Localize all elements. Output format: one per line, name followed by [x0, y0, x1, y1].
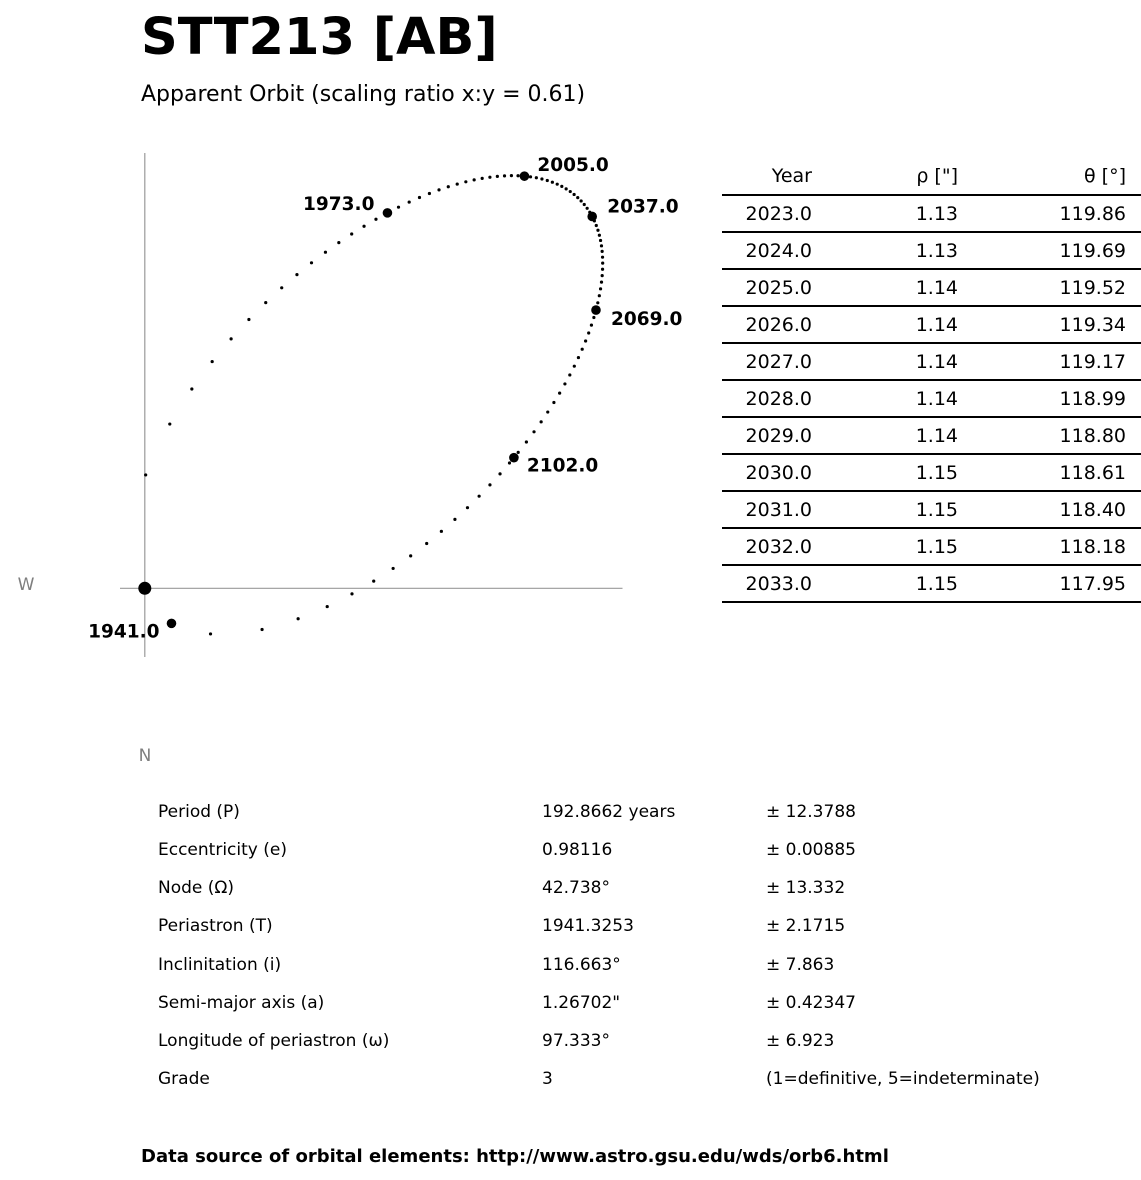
- orbit-dot: [488, 483, 491, 486]
- orbit-dot: [488, 176, 491, 179]
- table-row: [722, 195, 1141, 232]
- orbit-dot: [600, 244, 603, 247]
- orbit-dot: [326, 605, 329, 608]
- table-cell: 2024.0: [722, 232, 812, 269]
- element-value: 116.663°: [542, 954, 621, 975]
- orbit-dot: [508, 461, 511, 464]
- orbit-dot: [573, 365, 576, 368]
- orbit-dot: [580, 199, 583, 202]
- orbit-dot: [596, 301, 599, 304]
- element-value: 0.98116: [542, 840, 613, 861]
- element-label: Periastron (T): [158, 916, 273, 937]
- table-cell: 1.13: [812, 232, 958, 269]
- orbit-dot: [392, 567, 395, 570]
- epoch-label: 1973.0: [303, 193, 375, 215]
- orbit-dot: [350, 232, 353, 235]
- orbit-dot: [517, 451, 520, 454]
- orbit-dot: [563, 382, 566, 385]
- orbit-dot: [362, 225, 365, 228]
- orbit-dot: [447, 185, 450, 188]
- table-body: [722, 195, 1141, 602]
- element-value: 97.333°: [542, 1030, 610, 1051]
- column-header-theta: θ [°]: [958, 157, 1141, 195]
- orbit-dot: [464, 180, 467, 183]
- orbit-dot: [601, 268, 604, 271]
- orbit-dot: [598, 294, 601, 297]
- orbit-dot: [466, 506, 469, 509]
- orbit-dot: [586, 207, 589, 210]
- table-cell: 2028.0: [722, 380, 812, 417]
- element-value: 3: [542, 1068, 553, 1089]
- orbit-dot: [230, 337, 233, 340]
- orbit-dot: [592, 316, 595, 319]
- orbit-dot: [437, 188, 440, 191]
- element-label: Semi-major axis (a): [158, 992, 325, 1013]
- orbit-dot: [577, 356, 580, 359]
- west-axis-label: W: [17, 575, 35, 595]
- orbit-dot: [601, 250, 604, 253]
- element-label: Inclinitation (i): [158, 954, 282, 975]
- table-cell: 2029.0: [722, 417, 812, 454]
- epoch-label: 2069.0: [610, 309, 683, 331]
- epoch-dot: [587, 212, 597, 222]
- table-row: [722, 269, 1141, 306]
- orbit-dot: [565, 187, 568, 190]
- orbit-dot: [168, 422, 171, 425]
- orbit-dot: [558, 392, 561, 395]
- table-row: [722, 491, 1141, 528]
- table-cell: 1.15: [812, 528, 958, 565]
- orbit-dot: [209, 632, 212, 635]
- element-label: Eccentricity (e): [158, 840, 287, 861]
- orbit-dot: [546, 179, 549, 182]
- orbit-dot: [260, 628, 263, 631]
- orbit-dot: [576, 196, 579, 199]
- orbit-dot: [598, 234, 601, 237]
- table-cell: 118.40: [958, 491, 1141, 528]
- table-cell: 2032.0: [722, 528, 812, 565]
- element-value: 1.26702": [542, 992, 621, 1013]
- ephemeris-table: [722, 157, 1141, 603]
- orbit-dot: [590, 324, 593, 327]
- primary-star-dot: [138, 582, 151, 595]
- orbit-dot: [211, 360, 214, 363]
- element-value: 1941.3253: [542, 916, 634, 937]
- orbit-dot: [247, 318, 250, 321]
- table-cell: 1.14: [812, 380, 958, 417]
- orbit-dot: [529, 175, 532, 178]
- orbit-dot: [599, 287, 602, 290]
- orbit-dot: [397, 206, 400, 209]
- table-row: [722, 528, 1141, 565]
- orbit-dot: [584, 339, 587, 342]
- orbit-dot: [601, 256, 604, 259]
- table-cell: 118.99: [958, 380, 1141, 417]
- orbit-dot: [409, 554, 412, 557]
- orbit-dot: [569, 190, 572, 193]
- orbit-dot: [295, 273, 298, 276]
- table-header: [722, 157, 1141, 195]
- table-row: [722, 417, 1141, 454]
- table-cell: 1.14: [812, 306, 958, 343]
- epoch-label: 2037.0: [607, 196, 679, 218]
- column-header-year: Year: [722, 157, 812, 195]
- element-value: 192.8662 years: [542, 802, 676, 822]
- table-row: [722, 454, 1141, 491]
- table-cell: 1.13: [812, 195, 958, 232]
- orbit-dot: [510, 174, 513, 177]
- orbit-dot: [428, 192, 431, 195]
- orbit-dot: [560, 185, 563, 188]
- element-error: ± 0.42347: [766, 992, 856, 1013]
- orbit-dot: [418, 196, 421, 199]
- orbit-dot: [595, 224, 598, 227]
- table-cell: 2025.0: [722, 269, 812, 306]
- page-title: STT213 [AB]: [141, 8, 498, 67]
- orbit-dot: [573, 193, 576, 196]
- table-cell: 1.15: [812, 565, 958, 602]
- epoch-label: 2102.0: [526, 455, 599, 477]
- orbit-dot: [546, 410, 549, 413]
- element-error: ± 6.923: [766, 1030, 835, 1051]
- orbit-dot: [516, 174, 519, 177]
- epoch-label: 1941.0: [88, 621, 160, 643]
- orbit-dot: [374, 218, 377, 221]
- table-cell: 119.52: [958, 269, 1141, 306]
- element-label: Period (P): [158, 802, 240, 822]
- table-cell: 2026.0: [722, 306, 812, 343]
- orbit-dot: [540, 177, 543, 180]
- column-header-rho: ρ ["]: [812, 157, 958, 195]
- epoch-dot: [167, 619, 177, 629]
- table-row: [722, 343, 1141, 380]
- table-cell: 119.34: [958, 306, 1141, 343]
- element-label: Longitude of periastron (ω): [158, 1030, 390, 1051]
- orbit-dot: [310, 261, 313, 264]
- element-value: 42.738°: [542, 878, 610, 899]
- table-cell: 2027.0: [722, 343, 812, 380]
- orbit-dot: [440, 530, 443, 533]
- orbit-dot: [601, 262, 604, 265]
- element-label: Node (Ω): [158, 878, 235, 899]
- table-cell: 117.95: [958, 565, 1141, 602]
- orbit-dot: [551, 181, 554, 184]
- orbit-dot: [481, 177, 484, 180]
- table-cell: 119.17: [958, 343, 1141, 380]
- orbit-dot: [583, 203, 586, 206]
- orbit-dot: [144, 473, 147, 476]
- element-error: (1=definitive, 5=indeterminate): [766, 1068, 1040, 1089]
- orbit-dot: [596, 229, 599, 232]
- table-cell: 118.61: [958, 454, 1141, 491]
- orbit-dot: [532, 430, 535, 433]
- orbit-dot: [297, 617, 300, 620]
- table-cell: 2031.0: [722, 491, 812, 528]
- epoch-dot: [383, 208, 393, 218]
- orbit-dot: [503, 174, 506, 177]
- orbit-dot: [552, 401, 555, 404]
- orbit-dot: [280, 286, 283, 289]
- orbit-dot: [350, 592, 353, 595]
- orbit-dot: [453, 518, 456, 521]
- table-row: [722, 565, 1141, 602]
- element-error: ± 7.863: [766, 954, 835, 975]
- orbit-dot: [601, 274, 604, 277]
- element-error: ± 12.3788: [766, 802, 856, 822]
- epoch-dot: [520, 171, 530, 181]
- table-row: [722, 306, 1141, 343]
- orbit-dot: [425, 542, 428, 545]
- orbit-dot: [498, 472, 501, 475]
- element-error: ± 2.1715: [766, 916, 846, 937]
- table-cell: 118.80: [958, 417, 1141, 454]
- element-label: Grade: [158, 1068, 210, 1089]
- orbit-dot: [556, 183, 559, 186]
- table-cell: 2033.0: [722, 565, 812, 602]
- table-cell: 119.86: [958, 195, 1141, 232]
- orbit-dot: [496, 175, 499, 178]
- orbit-dot: [540, 420, 543, 423]
- table-cell: 1.14: [812, 417, 958, 454]
- element-error: ± 13.332: [766, 878, 846, 899]
- table-header-row: [722, 157, 1141, 195]
- table-cell: 2030.0: [722, 454, 812, 491]
- orbit-dot: [568, 373, 571, 376]
- table-cell: 1.15: [812, 491, 958, 528]
- orbit-dot: [478, 495, 481, 498]
- subtitle: Apparent Orbit (scaling ratio x:y = 0.61): [141, 82, 586, 107]
- orbit-plot: [0, 140, 700, 780]
- epoch-label: 2005.0: [537, 155, 609, 177]
- epoch-dot: [509, 453, 519, 463]
- orbit-dot: [324, 251, 327, 254]
- table-cell: 1.14: [812, 343, 958, 380]
- orbit-dot: [190, 387, 193, 390]
- orbit-dot: [587, 331, 590, 334]
- orbit-dot: [408, 200, 411, 203]
- orbit-dot: [337, 241, 340, 244]
- table-cell: 1.15: [812, 454, 958, 491]
- table-cell: 2023.0: [722, 195, 812, 232]
- table-row: [722, 380, 1141, 417]
- epoch-dot: [591, 305, 601, 315]
- element-error: ± 0.00885: [766, 840, 856, 861]
- orbit-dot: [372, 580, 375, 583]
- orbit-dot: [581, 348, 584, 351]
- orbit-dot: [456, 182, 459, 185]
- table-row: [722, 232, 1141, 269]
- table-cell: 118.18: [958, 528, 1141, 565]
- orbit-dot: [535, 176, 538, 179]
- orbit-dot: [264, 301, 267, 304]
- orbit-dot: [599, 239, 602, 242]
- table-cell: 1.14: [812, 269, 958, 306]
- north-axis-label: N: [138, 746, 152, 766]
- table-cell: 119.69: [958, 232, 1141, 269]
- orbit-dot: [525, 440, 528, 443]
- orbit-dot: [600, 281, 603, 284]
- source-note: Data source of orbital elements: http://www.astro.gsu.edu/wds/orb6.html: [141, 1146, 889, 1167]
- orbit-dot: [473, 178, 476, 181]
